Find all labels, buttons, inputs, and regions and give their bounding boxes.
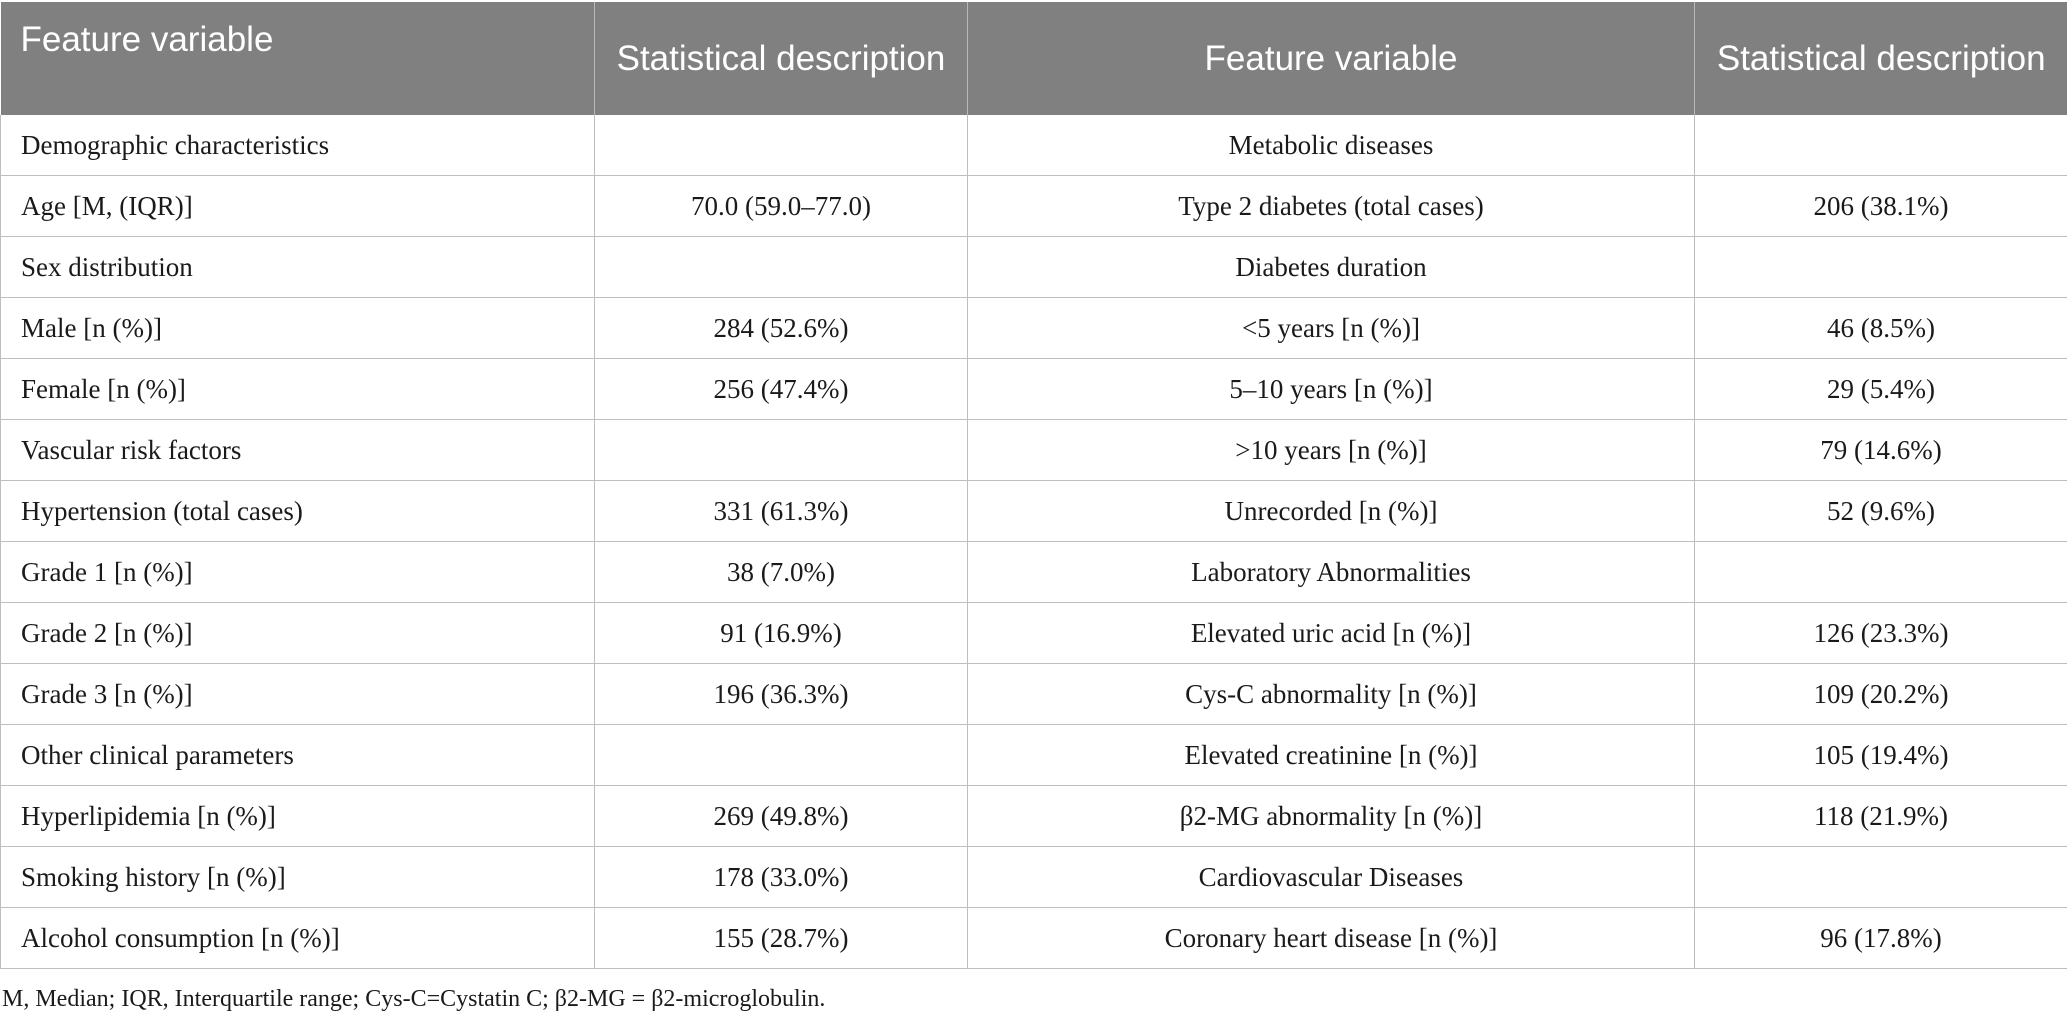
- left-feature-cell: Alcohol consumption [n (%)]: [1, 908, 595, 969]
- header-statistical-description-right: Statistical description: [1695, 2, 2067, 115]
- left-feature-cell: Hypertension (total cases): [1, 481, 595, 542]
- feature-statistics-table: [0, 2, 2067, 969]
- left-value-cell: 256 (47.4%): [595, 359, 968, 420]
- left-feature-cell: Smoking history [n (%)]: [1, 847, 595, 908]
- left-feature-cell: Female [n (%)]: [1, 359, 595, 420]
- table-row: [1, 847, 2067, 908]
- left-feature-cell: Grade 1 [n (%)]: [1, 542, 595, 603]
- header-feature-variable-right: Feature variable: [968, 2, 1695, 115]
- left-feature-cell: Male [n (%)]: [1, 298, 595, 359]
- table-row: [1, 725, 2067, 786]
- table-header: [1, 2, 2067, 115]
- right-feature-cell: >10 years [n (%)]: [968, 420, 1695, 481]
- left-value-cell: 91 (16.9%): [595, 603, 968, 664]
- right-value-cell: 29 (5.4%): [1695, 359, 2067, 420]
- right-feature-cell: Laboratory Abnormalities: [968, 542, 1695, 603]
- right-value-cell: 206 (38.1%): [1695, 176, 2067, 237]
- right-value-cell: 105 (19.4%): [1695, 725, 2067, 786]
- table-row: [1, 176, 2067, 237]
- left-value-cell: 178 (33.0%): [595, 847, 968, 908]
- header-statistical-description-left: Statistical description: [595, 2, 968, 115]
- left-value-cell: [595, 237, 968, 298]
- left-feature-cell: Vascular risk factors: [1, 420, 595, 481]
- right-value-cell: 52 (9.6%): [1695, 481, 2067, 542]
- left-value-cell: 269 (49.8%): [595, 786, 968, 847]
- left-feature-cell: Grade 3 [n (%)]: [1, 664, 595, 725]
- right-feature-cell: Elevated uric acid [n (%)]: [968, 603, 1695, 664]
- right-feature-cell: Cardiovascular Diseases: [968, 847, 1695, 908]
- right-value-cell: [1695, 847, 2067, 908]
- left-value-cell: 196 (36.3%): [595, 664, 968, 725]
- left-value-cell: 38 (7.0%): [595, 542, 968, 603]
- left-feature-cell: Hyperlipidemia [n (%)]: [1, 786, 595, 847]
- table-row: [1, 908, 2067, 969]
- right-feature-cell: Coronary heart disease [n (%)]: [968, 908, 1695, 969]
- table-row: [1, 786, 2067, 847]
- right-feature-cell: Type 2 diabetes (total cases): [968, 176, 1695, 237]
- right-feature-cell: <5 years [n (%)]: [968, 298, 1695, 359]
- right-feature-cell: Unrecorded [n (%)]: [968, 481, 1695, 542]
- left-feature-cell: Age [M, (IQR)]: [1, 176, 595, 237]
- left-value-cell: 331 (61.3%): [595, 481, 968, 542]
- table-row: [1, 359, 2067, 420]
- table-row: [1, 481, 2067, 542]
- header-row: [1, 2, 2067, 115]
- left-value-cell: [595, 725, 968, 786]
- left-feature-cell: Sex distribution: [1, 237, 595, 298]
- right-value-cell: 118 (21.9%): [1695, 786, 2067, 847]
- left-value-cell: 284 (52.6%): [595, 298, 968, 359]
- right-feature-cell: 5–10 years [n (%)]: [968, 359, 1695, 420]
- table-row: [1, 664, 2067, 725]
- right-value-cell: 79 (14.6%): [1695, 420, 2067, 481]
- right-feature-cell: β2-MG abnormality [n (%)]: [968, 786, 1695, 847]
- table-row: [1, 298, 2067, 359]
- right-value-cell: 126 (23.3%): [1695, 603, 2067, 664]
- table-row: [1, 542, 2067, 603]
- left-feature-cell: Demographic characteristics: [1, 115, 595, 176]
- left-feature-cell: Other clinical parameters: [1, 725, 595, 786]
- right-value-cell: [1695, 237, 2067, 298]
- right-feature-cell: Cys-C abnormality [n (%)]: [968, 664, 1695, 725]
- table-footnote: M, Median; IQR, Interquartile range; Cys-C=Cystatin C; β2-MG = β2-microglobulin.: [2, 986, 826, 1012]
- left-value-cell: [595, 115, 968, 176]
- right-feature-cell: Diabetes duration: [968, 237, 1695, 298]
- table-row: [1, 420, 2067, 481]
- data-table-container: [0, 2, 2067, 969]
- right-value-cell: 96 (17.8%): [1695, 908, 2067, 969]
- table-row: [1, 115, 2067, 176]
- right-feature-cell: Metabolic diseases: [968, 115, 1695, 176]
- right-value-cell: [1695, 542, 2067, 603]
- left-feature-cell: Grade 2 [n (%)]: [1, 603, 595, 664]
- header-feature-variable-left: Feature variable: [1, 2, 595, 115]
- table-body: [1, 115, 2067, 969]
- right-value-cell: 109 (20.2%): [1695, 664, 2067, 725]
- table-row: [1, 237, 2067, 298]
- right-value-cell: [1695, 115, 2067, 176]
- right-feature-cell: Elevated creatinine [n (%)]: [968, 725, 1695, 786]
- left-value-cell: 70.0 (59.0–77.0): [595, 176, 968, 237]
- table-row: [1, 603, 2067, 664]
- left-value-cell: [595, 420, 968, 481]
- right-value-cell: 46 (8.5%): [1695, 298, 2067, 359]
- left-value-cell: 155 (28.7%): [595, 908, 968, 969]
